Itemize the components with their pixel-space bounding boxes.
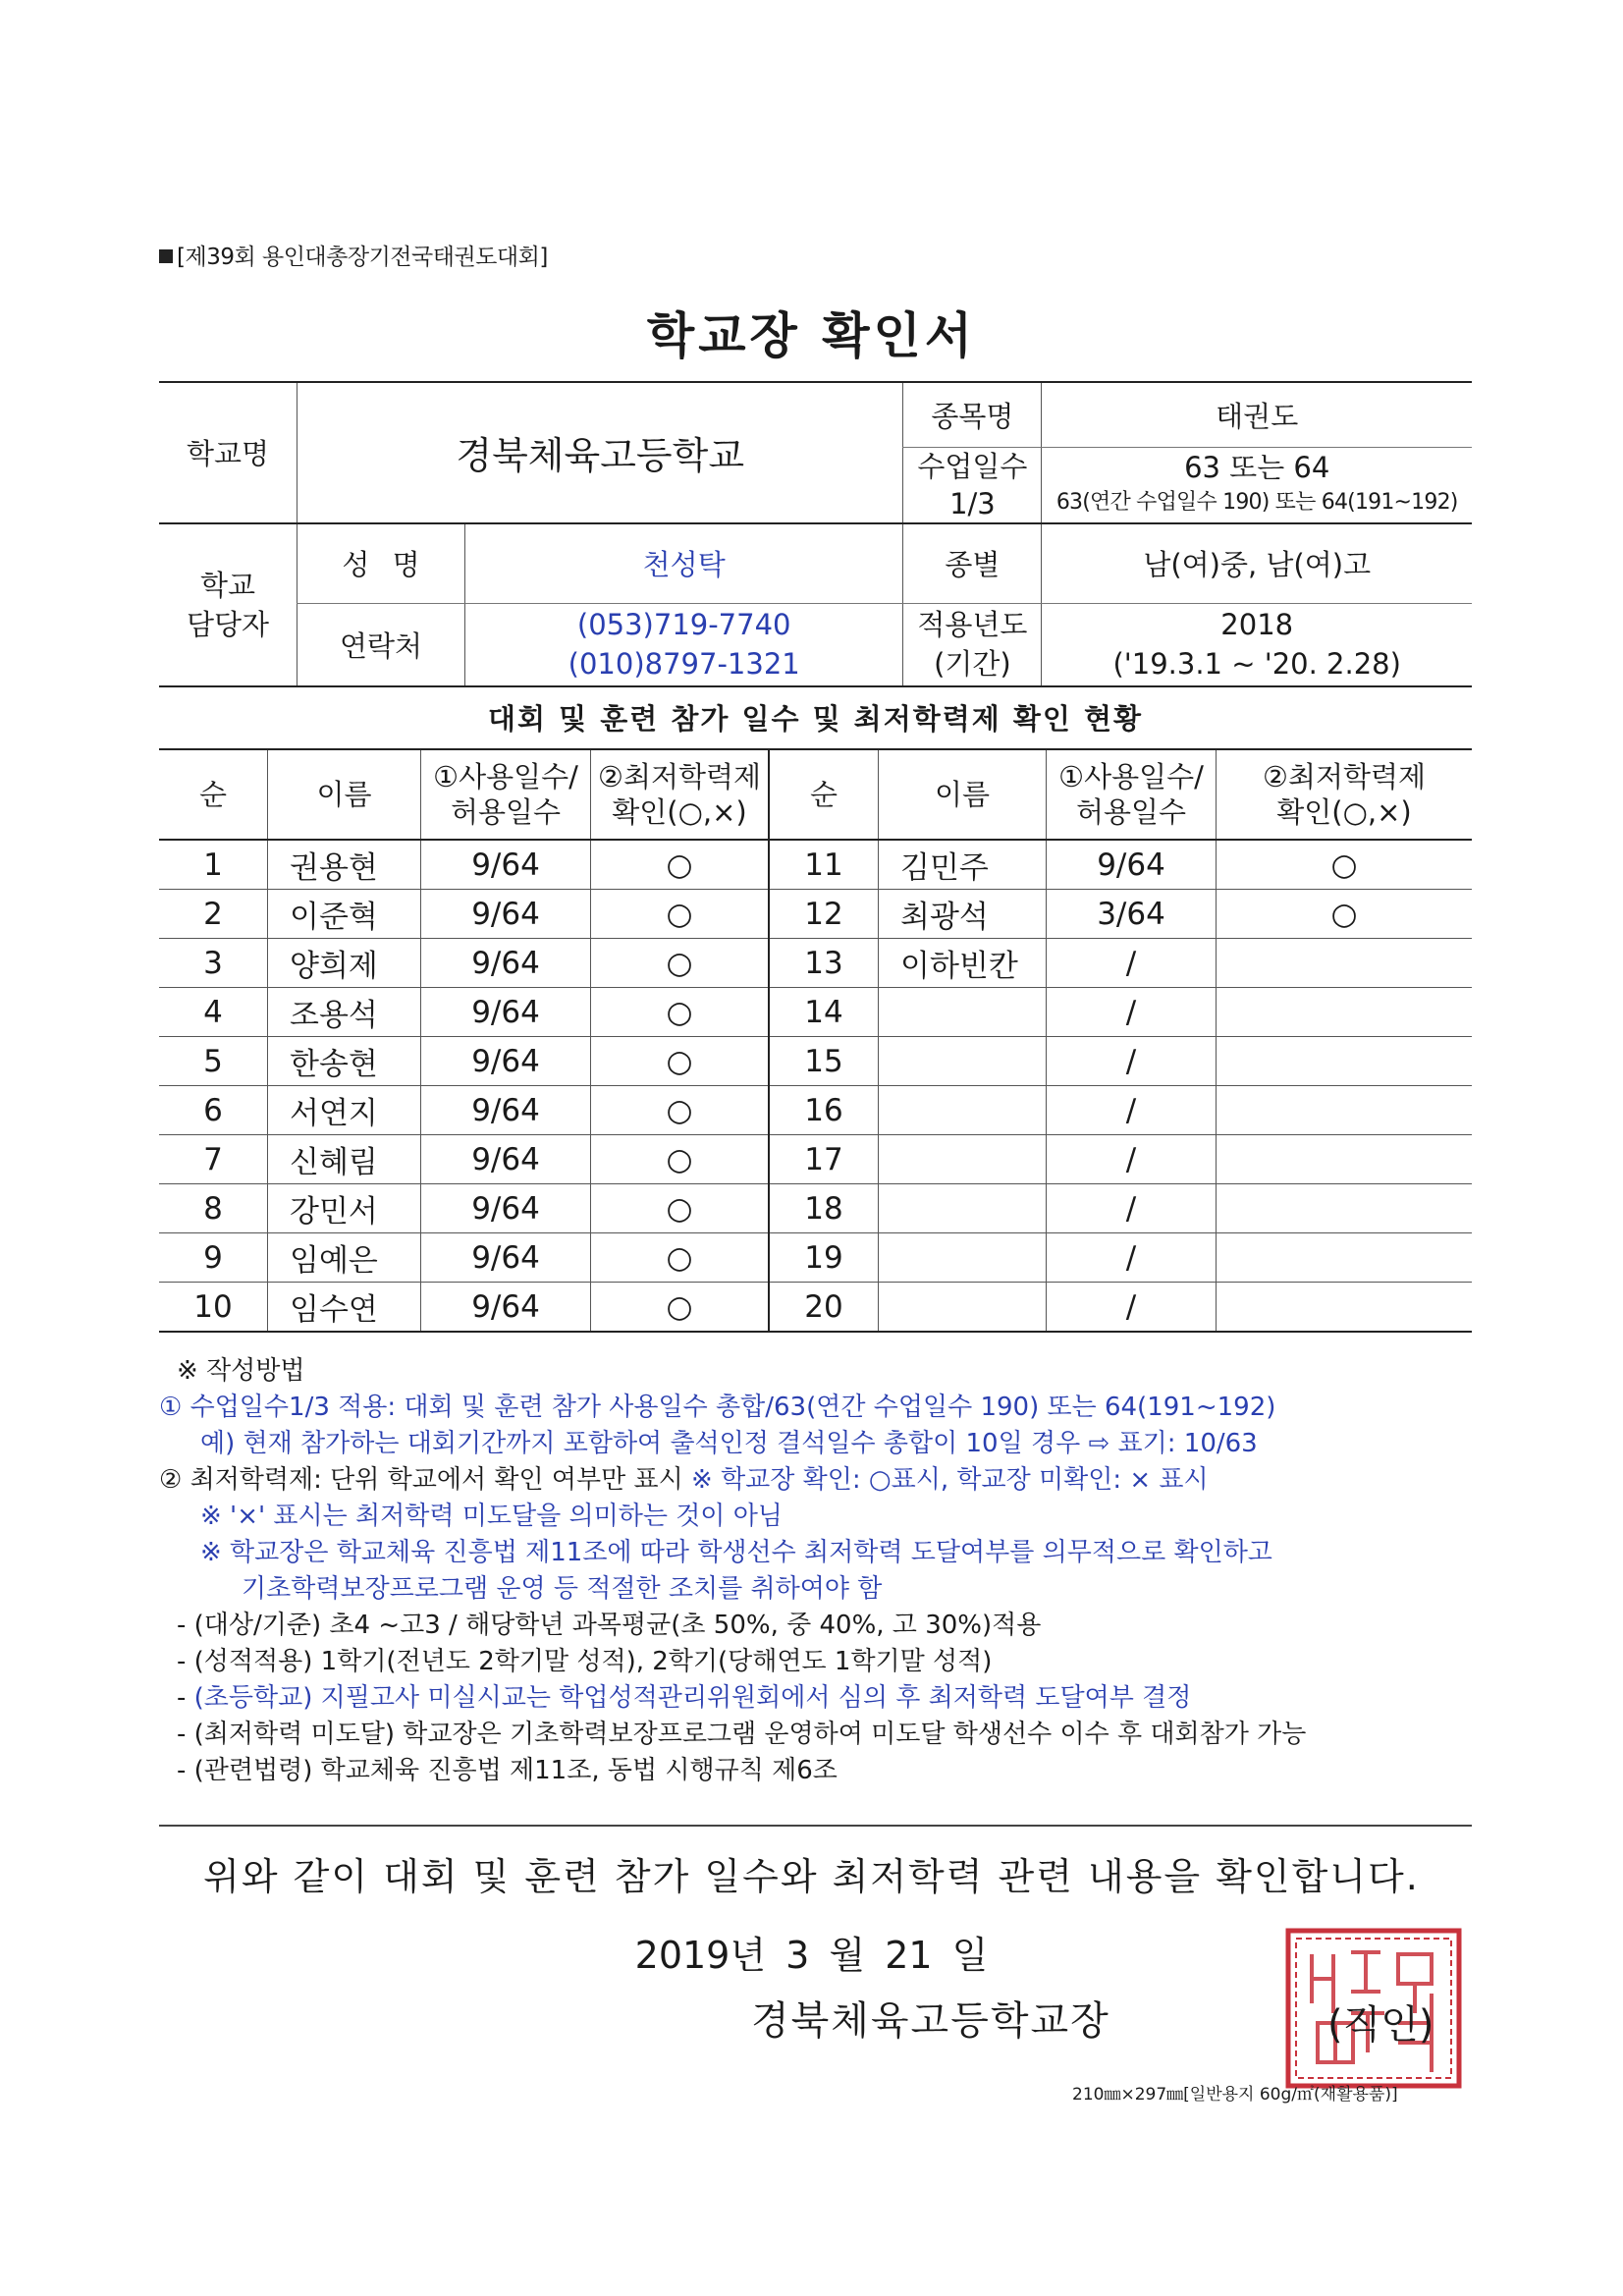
detail-3: - (초등학교) 지필고사 미실시교는 학업성적관리위원회에서 심의 후 최저학력 도달여부 결정 xyxy=(177,1683,1192,1713)
left-no-cell: 9 xyxy=(159,1233,268,1283)
sport-label: 종목명 xyxy=(903,382,1042,447)
gender-label: 종별 xyxy=(903,523,1042,604)
status-title: 대회 및 훈련 참가 일수 및 최저학력제 확인 현황 xyxy=(487,702,1144,736)
right-days-cell: / xyxy=(1047,939,1217,988)
divider xyxy=(159,1825,1472,1827)
right-no-cell: 12 xyxy=(769,890,879,939)
table-row xyxy=(159,939,1472,988)
left-no-cell: 5 xyxy=(159,1037,268,1086)
left-check-cell: ○ xyxy=(591,1283,770,1333)
note-1b: 예) 현재 참가하는 대회기간까지 포함하여 출석인정 결석일수 총합이 10일 경우 ⇨ 표기: 10/63 xyxy=(200,1429,1258,1458)
class-days-value: 63 또는 64 63(연간 수업일수 190) 또는 64(191~192) xyxy=(1042,447,1472,523)
col-name: 이름 xyxy=(879,749,1047,840)
right-days-cell: / xyxy=(1047,1233,1217,1283)
col-name: 이름 xyxy=(268,749,421,840)
square-bullet-icon xyxy=(159,249,173,263)
left-no-cell: 8 xyxy=(159,1184,268,1233)
right-days-cell: / xyxy=(1047,1135,1217,1184)
left-no-cell: 10 xyxy=(159,1283,268,1333)
right-check-cell xyxy=(1217,939,1473,988)
right-no-cell: 19 xyxy=(769,1233,879,1283)
table-row xyxy=(159,1184,1472,1233)
col-days: ①사용일수/ 허용일수 xyxy=(1047,749,1217,840)
year-value: 2018 ('19.3.1 ~ '20. 2.28) xyxy=(1042,604,1472,686)
left-days-cell: 9/64 xyxy=(421,840,591,890)
table-row xyxy=(159,988,1472,1037)
left-days-cell: 9/64 xyxy=(421,1086,591,1135)
right-days-cell: / xyxy=(1047,1086,1217,1135)
seal-label: (직인) xyxy=(1327,2002,1434,2048)
year-label: 적용년도 (기간) xyxy=(903,604,1042,686)
school-info-table xyxy=(159,381,1472,687)
manager-label: 학교 담당자 xyxy=(159,523,298,686)
right-days-cell: 9/64 xyxy=(1047,840,1217,890)
left-no-cell: 3 xyxy=(159,939,268,988)
table-row xyxy=(159,890,1472,939)
left-check-cell: ○ xyxy=(591,1086,770,1135)
right-name-cell xyxy=(879,1233,1047,1283)
left-name-cell: 조용석 xyxy=(268,988,421,1037)
notes-heading: ※ 작성방법 xyxy=(177,1356,305,1386)
right-days-cell: / xyxy=(1047,1184,1217,1233)
col-no: 순 xyxy=(159,749,268,840)
table-row xyxy=(159,1233,1472,1283)
left-check-cell: ○ xyxy=(591,1037,770,1086)
table-row xyxy=(159,1283,1472,1333)
note-2d: 기초학력보장프로그램 운영 등 적절한 조치를 취하여야 함 xyxy=(242,1574,883,1604)
left-check-cell: ○ xyxy=(591,1135,770,1184)
contact-numbers: (053)719-7740 (010)8797-1321 xyxy=(465,604,903,686)
right-check-cell: ○ xyxy=(1217,890,1473,939)
right-check-cell xyxy=(1217,1283,1473,1333)
table-row xyxy=(159,1037,1472,1086)
detail-5: - (관련법령) 학교체육 진흥법 제11조, 동법 시행규칙 제6조 xyxy=(177,1756,838,1785)
left-check-cell: ○ xyxy=(591,840,770,890)
right-check-cell xyxy=(1217,1135,1473,1184)
detail-2: - (성적적용) 1학기(전년도 2학기말 성적), 2학기(당해연도 1학기말 성적) xyxy=(177,1647,993,1676)
detail-1: - (대상/기준) 초4 ~고3 / 해당학년 과목평균(초 50%, 중 40%, 고 30%)적용 xyxy=(177,1611,1042,1640)
right-check-cell xyxy=(1217,1184,1473,1233)
principal-signature-line: 경북체육고등학교장 xyxy=(751,1998,1110,2044)
left-name-cell: 권용현 xyxy=(268,840,421,890)
left-days-cell: 9/64 xyxy=(421,988,591,1037)
table-row xyxy=(159,1135,1472,1184)
note-2a: ② 최저학력제: 단위 학교에서 확인 여부만 표시 ※ 학교장 확인: ○표시, 학교장 미확인: × 표시 xyxy=(159,1465,1209,1495)
right-no-cell: 15 xyxy=(769,1037,879,1086)
confirmation-text: 위와 같이 대회 및 훈련 참가 일수와 최저학력 관련 내용을 확인합니다. xyxy=(203,1855,1420,1898)
detail-4: - (최저학력 미도달) 학교장은 기초학력보장프로그램 운영하여 미도달 학생선수 이수 후 대회참가 가능 xyxy=(177,1720,1307,1749)
left-check-cell: ○ xyxy=(591,1233,770,1283)
left-days-cell: 9/64 xyxy=(421,1184,591,1233)
right-no-cell: 18 xyxy=(769,1184,879,1233)
right-no-cell: 13 xyxy=(769,939,879,988)
note-2c: ※ 학교장은 학교체육 진흥법 제11조에 따라 학생선수 최저학력 도달여부를 의무적으로 확인하고 xyxy=(200,1538,1272,1567)
left-no-cell: 1 xyxy=(159,840,268,890)
left-check-cell: ○ xyxy=(591,939,770,988)
right-name-cell xyxy=(879,988,1047,1037)
note-1a: ① 수업일수1/3 적용: 대회 및 훈련 참가 사용일수 총합/63(연간 수업일수 190) 또는 64(191~192) xyxy=(159,1393,1276,1422)
gender-value: 남(여)중, 남(여)고 xyxy=(1042,523,1472,604)
sport-value: 태권도 xyxy=(1042,382,1472,447)
table-row xyxy=(159,840,1472,890)
right-name-cell xyxy=(879,1037,1047,1086)
contact-label: 연락처 xyxy=(298,604,465,686)
left-no-cell: 2 xyxy=(159,890,268,939)
right-no-cell: 14 xyxy=(769,988,879,1037)
left-name-cell: 서연지 xyxy=(268,1086,421,1135)
left-days-cell: 9/64 xyxy=(421,1037,591,1086)
left-check-cell: ○ xyxy=(591,988,770,1037)
right-name-cell xyxy=(879,1283,1047,1333)
right-name-cell xyxy=(879,1086,1047,1135)
document-title: 학교장 확인서 xyxy=(646,307,977,364)
right-no-cell: 16 xyxy=(769,1086,879,1135)
left-check-cell: ○ xyxy=(591,890,770,939)
left-no-cell: 6 xyxy=(159,1086,268,1135)
event-tag: [제39회 용인대총장기전국태권도대회] xyxy=(159,239,548,271)
writing-instructions xyxy=(159,1353,1494,1789)
right-name-cell xyxy=(879,1184,1047,1233)
name-label: 성 명 xyxy=(298,523,465,604)
col-days: ①사용일수/ 허용일수 xyxy=(421,749,591,840)
school-name: 경북체육고등학교 xyxy=(298,382,903,523)
participant-table xyxy=(159,748,1472,1333)
left-days-cell: 9/64 xyxy=(421,1135,591,1184)
right-check-cell xyxy=(1217,1037,1473,1086)
col-check: ②최저학력제 확인(○,×) xyxy=(1217,749,1473,840)
table-row xyxy=(159,1086,1472,1135)
school-label: 학교명 xyxy=(159,382,298,523)
left-name-cell: 이준혁 xyxy=(268,890,421,939)
right-check-cell xyxy=(1217,1086,1473,1135)
right-days-cell: / xyxy=(1047,1037,1217,1086)
left-days-cell: 9/64 xyxy=(421,1283,591,1333)
right-name-cell: 김민주 xyxy=(879,840,1047,890)
left-days-cell: 9/64 xyxy=(421,1233,591,1283)
right-days-cell: / xyxy=(1047,1283,1217,1333)
right-check-cell xyxy=(1217,988,1473,1037)
note-2b: ※ '×' 표시는 최저학력 미도달을 의미하는 것이 아님 xyxy=(200,1502,783,1531)
left-name-cell: 양희제 xyxy=(268,939,421,988)
left-name-cell: 신혜림 xyxy=(268,1135,421,1184)
paper-spec-note: 210㎜×297㎜[일반용지 60g/㎡(재활용품)] xyxy=(1072,2085,1398,2105)
right-days-cell: 3/64 xyxy=(1047,890,1217,939)
left-name-cell: 임수연 xyxy=(268,1283,421,1333)
right-name-cell: 이하빈칸 xyxy=(879,939,1047,988)
col-check: ②최저학력제 확인(○,×) xyxy=(591,749,770,840)
right-name-cell: 최광석 xyxy=(879,890,1047,939)
right-days-cell: / xyxy=(1047,988,1217,1037)
table-header-row xyxy=(159,749,1472,840)
right-no-cell: 20 xyxy=(769,1283,879,1333)
left-days-cell: 9/64 xyxy=(421,939,591,988)
right-no-cell: 11 xyxy=(769,840,879,890)
right-no-cell: 17 xyxy=(769,1135,879,1184)
right-name-cell xyxy=(879,1135,1047,1184)
left-name-cell: 강민서 xyxy=(268,1184,421,1233)
issue-date: 2019년 3 월 21 일 xyxy=(634,1934,989,1977)
left-days-cell: 9/64 xyxy=(421,890,591,939)
col-no: 순 xyxy=(769,749,879,840)
left-no-cell: 7 xyxy=(159,1135,268,1184)
left-name-cell: 임예은 xyxy=(268,1233,421,1283)
left-check-cell: ○ xyxy=(591,1184,770,1233)
left-no-cell: 4 xyxy=(159,988,268,1037)
manager-name: 천성탁 xyxy=(465,523,903,604)
right-check-cell: ○ xyxy=(1217,840,1473,890)
right-check-cell xyxy=(1217,1233,1473,1283)
left-name-cell: 한송현 xyxy=(268,1037,421,1086)
class-days-label: 수업일수 1/3 xyxy=(903,447,1042,523)
